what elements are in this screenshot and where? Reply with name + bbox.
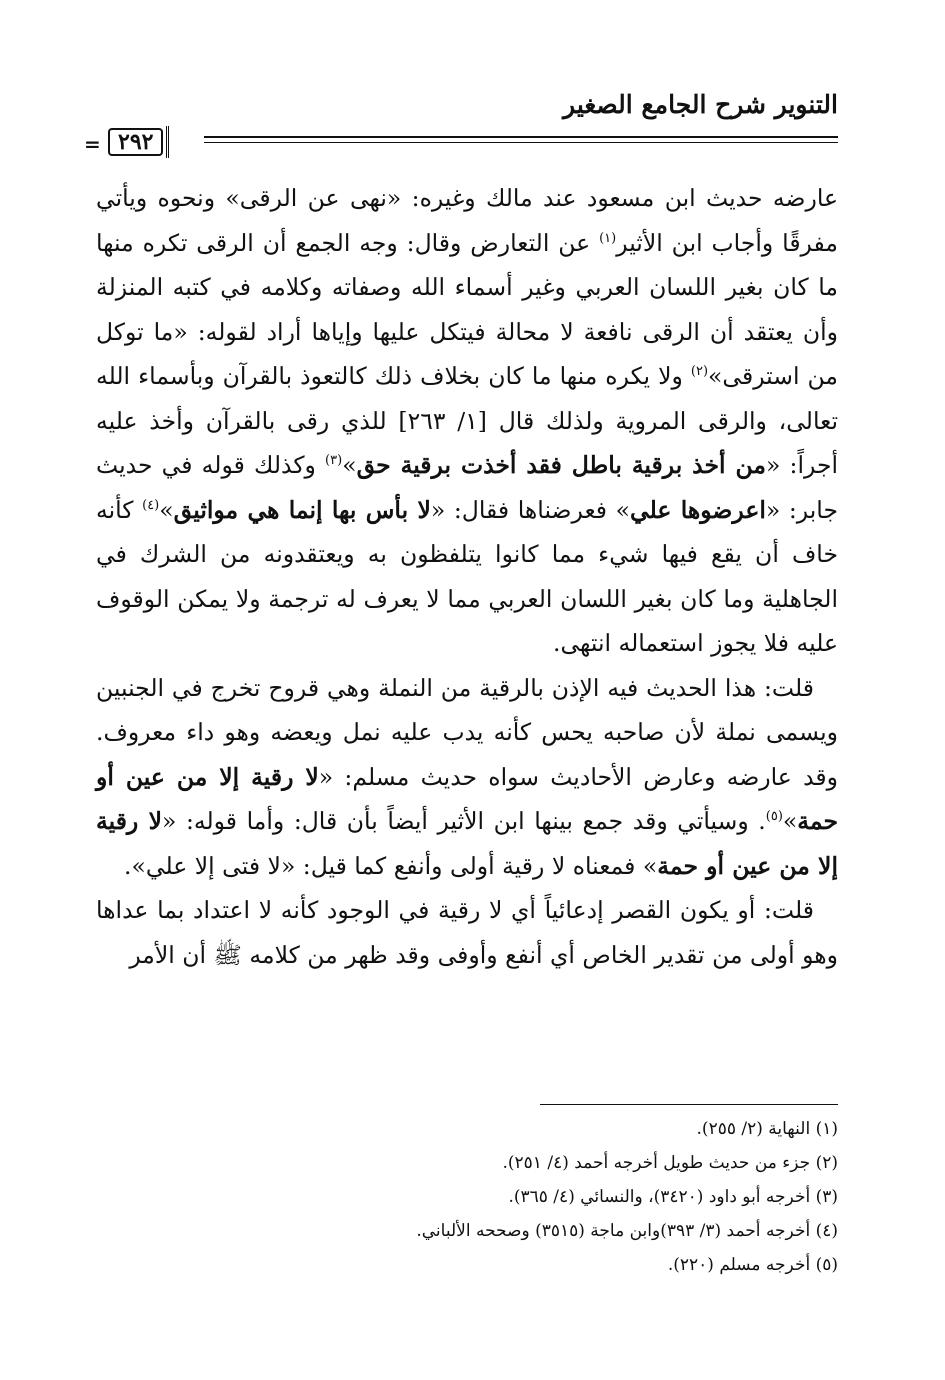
text-run: قلت: هذا الحديث فيه الإذن بالرقية من النملة وهي قروح تخرج في الجنبين ويسمى نملة لأن صاحبه يحس كأنه يدب عليه نمل ويعضه وهو داء معروف. وقد عارضه وعارض الأحاديث سواه حديث مسلم: « — [96, 673, 838, 791]
footnote-separator — [540, 1104, 838, 1105]
text-run: عارضه حديث ابن مسعود عند مالك وغيره: «نهى عن الرقى» ونحوه ويأتي مفرقًا وأجاب ابن الأثير — [96, 184, 838, 257]
text-run: عن التعارض وقال: وجه الجمع أن الرقى تكره منها ما كان بغير اللسان العربي وغير أسماء الله وصفاته وكلامه في كتبه المنزلة وأن يعتقد أن الرقى نافعة لا محالة فيتكل عليها وإياها أراد لقوله: «ما توكل من استرقى» — [96, 228, 838, 390]
hadith-quote: لا رقية إلا من عين أو حمة — [96, 762, 838, 835]
text-run: وكذلك قوله في حديث جابر: « — [96, 451, 838, 524]
footnote-1: (١) النهاية (٢/ ٢٥٥). — [696, 1119, 838, 1139]
hadith-quote: من أخذ برقية باطل فقد أخذت برقية حق — [356, 451, 766, 479]
page-header — [84, 86, 838, 156]
paragraph-1 — [96, 176, 838, 666]
header-double-line — [204, 136, 838, 143]
text-run: » — [342, 451, 357, 479]
text-run: » — [782, 807, 798, 835]
hadith-quote: لا بأس بها إنما هي مواثيق — [173, 495, 431, 524]
text-run: » — [159, 495, 174, 524]
book-title: التنوير شرح الجامع الصغير — [563, 90, 838, 119]
footnote-2: (٢) جزء من حديث طويل أخرجه أحمد (٤/ ٢٥١). — [502, 1153, 838, 1173]
header-dash: = — [84, 132, 101, 156]
footnote-4: (٤) أخرجه أحمد (٣/ ٣٩٣)وابن ماجة (٣٥١٥) وصححه الألباني. — [416, 1221, 838, 1241]
text-run: قلت: أو يكون القصر إدعائياً أي لا رقية في الوجود كأنه لا اعتداد بما عداها وهو أولى من تقدير الخاص أي أنفع وأوفى وقد ظهر من كلامه ﷺ أن الأمر — [96, 896, 838, 969]
text-run: » فعرضناها فقال: « — [430, 495, 631, 524]
text-run: » فمعناه لا رقية أولى وأنفع كما قيل: «لا فتى إلا علي». — [124, 851, 658, 880]
text-run: كأنه خاف أن يقع فيها شيء مما كانوا يتلفظون به ويعتقدونه من الشرك في الجاهلية وما كان بغير اللسان العربي مما لا يعرف له ترجمة ولا يمكن الوقوف عليه فلا يجوز استعماله انتهى. — [96, 495, 838, 657]
footnote-ref: (٢) — [690, 364, 709, 380]
text-run: ولا يكره منها ما كان بخلاف ذلك كالتعوذ بالقرآن وبأسماء الله تعالى، والرقى المروية ولذلك قال [١/ ٢٦٣] للذي رقى بالقرآن وأخذ عليه أجراً: « — [96, 362, 838, 479]
header-rule — [84, 129, 838, 156]
footnote-ref: (٤) — [142, 497, 160, 513]
footnotes — [96, 1112, 838, 1282]
main-text — [96, 176, 838, 977]
footnote-ref: (٣) — [325, 453, 343, 469]
paragraph-3 — [96, 888, 838, 977]
footnote-ref: (٥) — [765, 809, 783, 825]
hadith-quote: اعرضوها علي — [630, 495, 766, 524]
page-number: ٢٩٢ — [108, 128, 163, 156]
footnote-ref: (١) — [599, 230, 617, 246]
text-run: . وسيأتي وقد جمع بينها ابن الأثير أيضاً بأن قال: وأما قوله: « — [161, 807, 766, 835]
footnote-5: (٥) أخرجه مسلم (٢٢٠). — [667, 1255, 838, 1275]
hadith-quote: لا رقية إلا من عين أو حمة — [96, 807, 838, 880]
paragraph-2 — [96, 666, 838, 889]
footnote-3: (٣) أخرجه أبو داود (٣٤٢٠)، والنسائي (٤/ ٣٦٥). — [508, 1187, 838, 1207]
